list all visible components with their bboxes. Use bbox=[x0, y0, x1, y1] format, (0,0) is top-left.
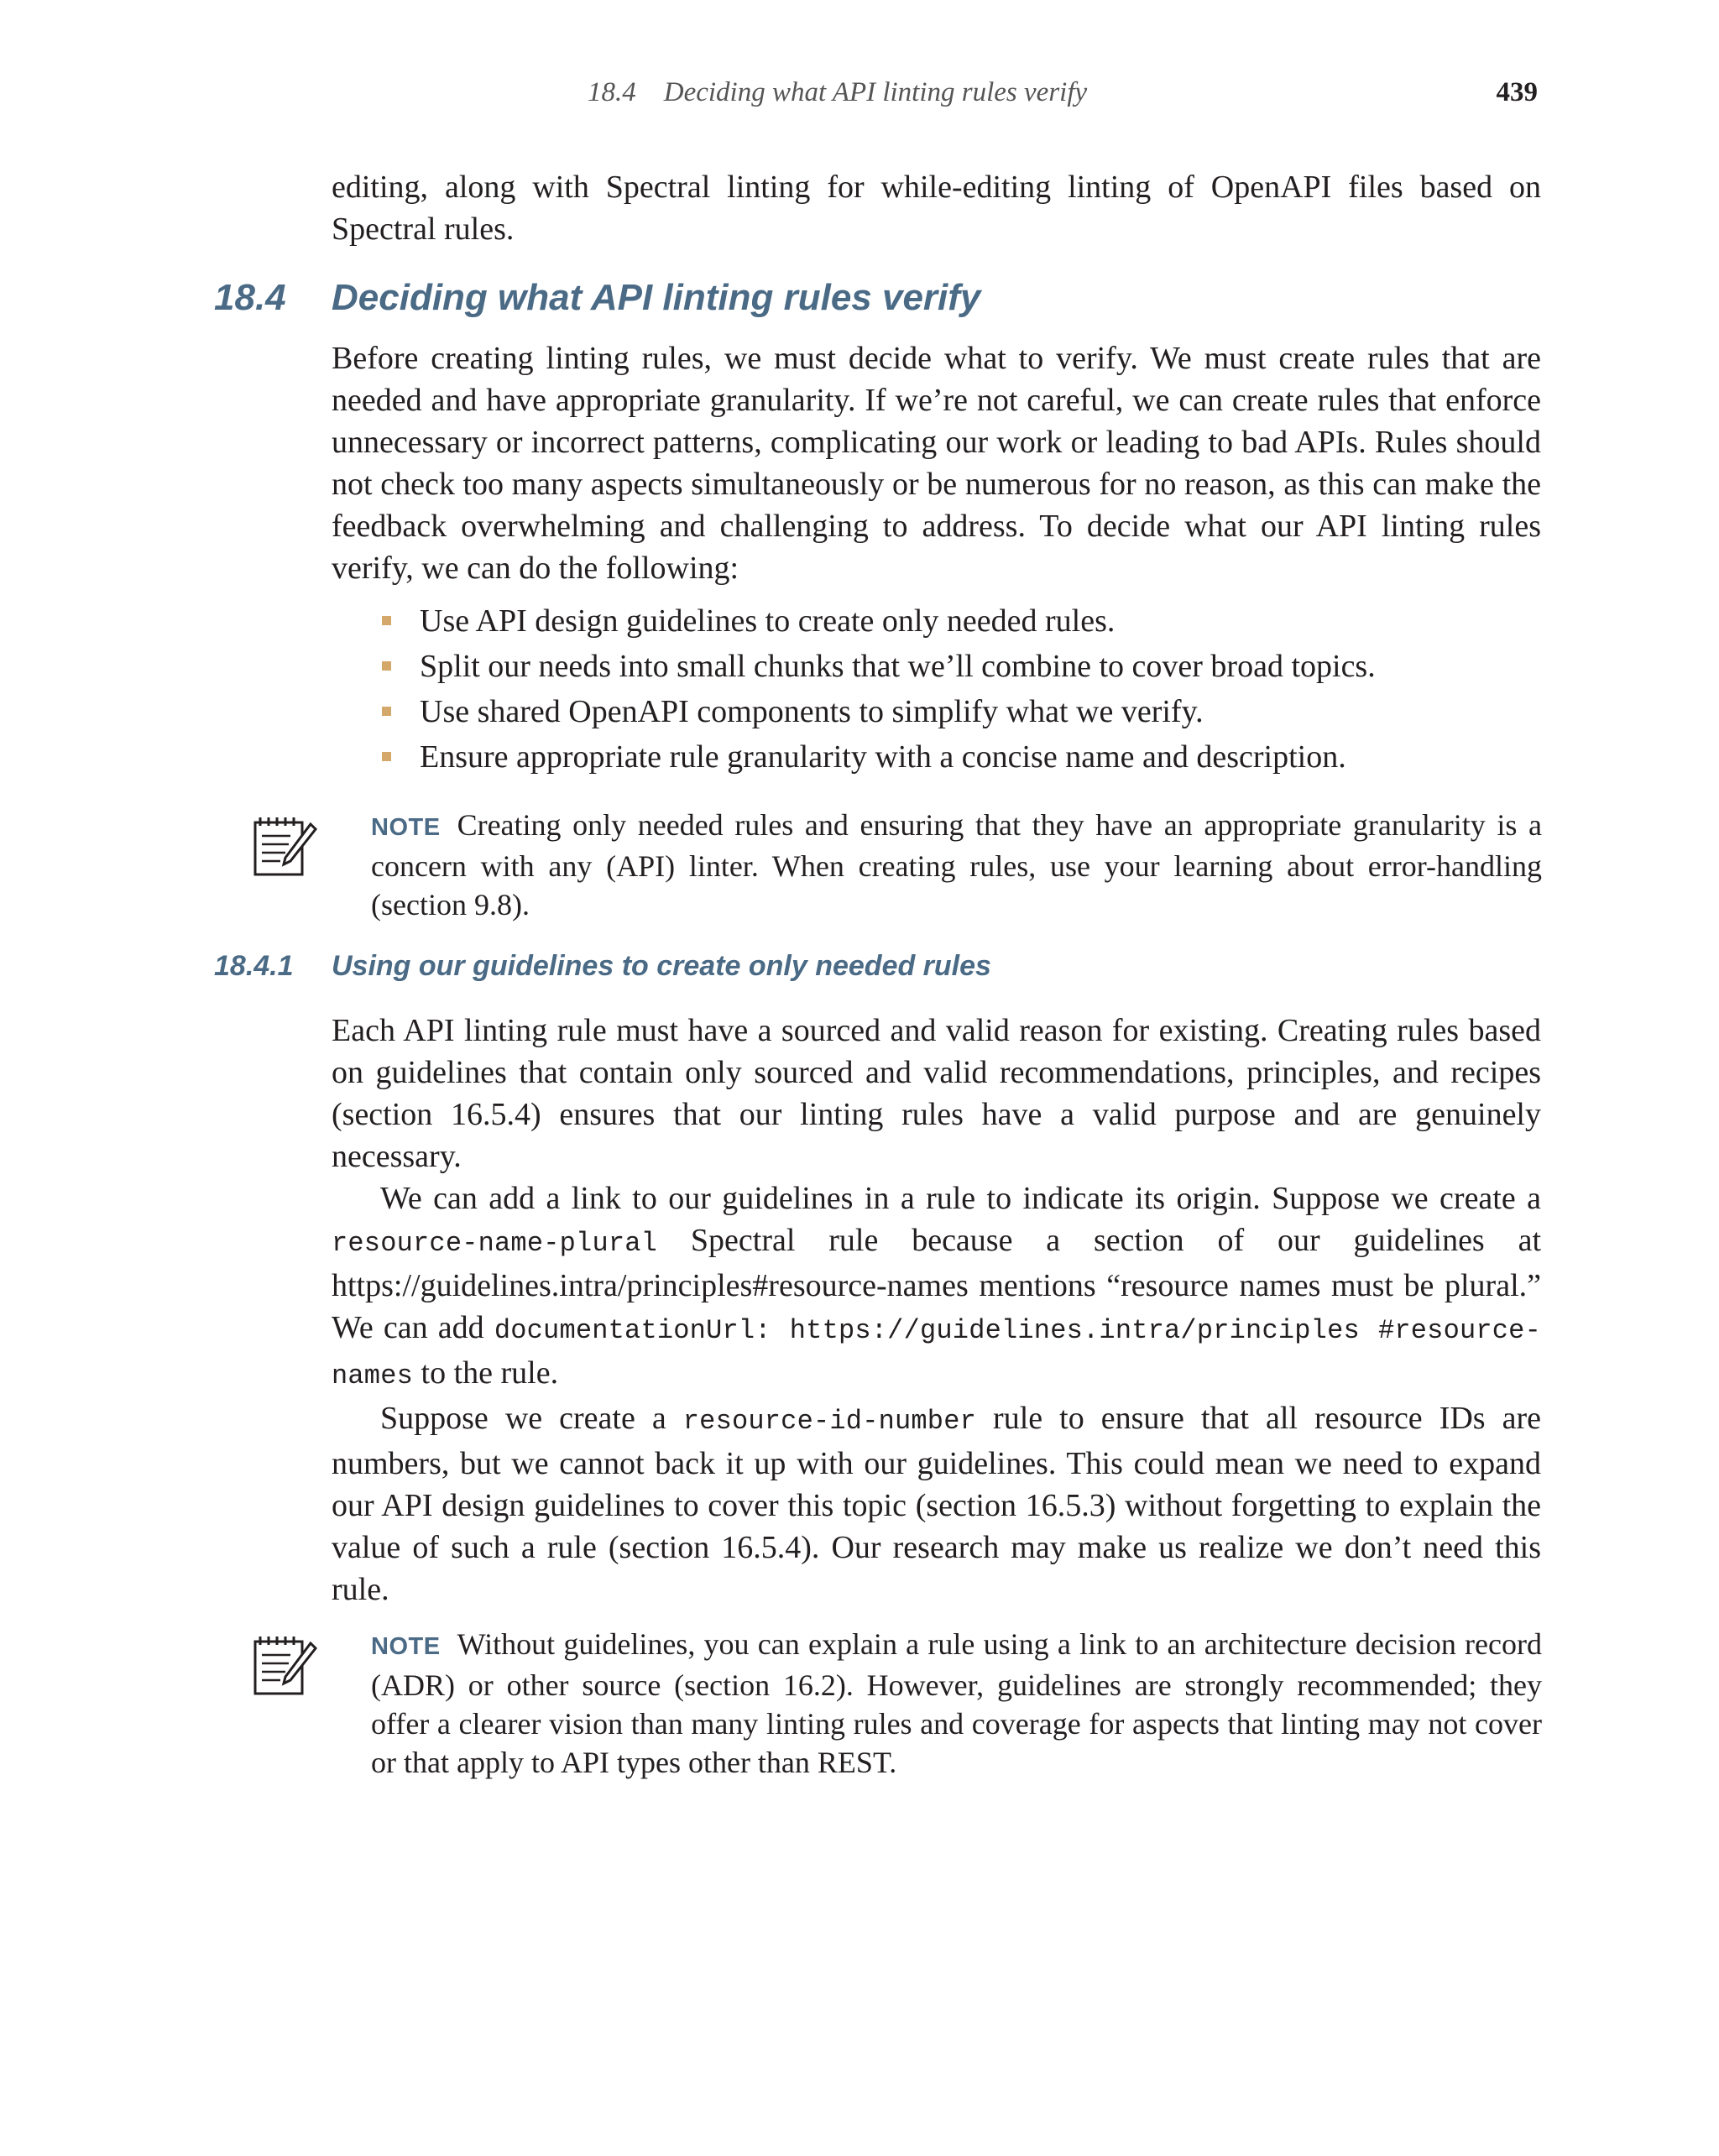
square-bullet-icon bbox=[382, 707, 391, 716]
note-label: NOTE bbox=[371, 1633, 441, 1660]
note-text bbox=[371, 1625, 1542, 1782]
section-paragraph-block bbox=[332, 337, 1541, 589]
section-number: 18.4 bbox=[214, 277, 286, 318]
section-heading bbox=[214, 277, 980, 319]
note-box-2 bbox=[252, 1625, 1544, 1826]
note-text bbox=[371, 806, 1542, 924]
subsection-paragraph-2: We can add a link to our guidelines in a rule to indicate its origin. Suppose we create a resource-name-plural Spectral rule because a section of our guidelines at https://guidelines.intra/principles#resource-names mentions “resource names must be plural.” We can add documentationUrl: https://guidelines.intra/principles #resource-names to the rule. bbox=[332, 1181, 1541, 1391]
notepad-pencil-icon bbox=[252, 812, 319, 880]
subsection-paragraph-1: Each API linting rule must have a sourced and valid reason for existing. Creating rules based on guidelines that contain only sourced and valid recommendations, principles, and recipes (section 16.5.4) ensures that our linting rules have a valid purpose and are genuinely necessary. bbox=[332, 1013, 1541, 1174]
section-title: Deciding what API linting rules verify bbox=[332, 277, 981, 318]
bullet-list bbox=[382, 598, 1541, 780]
subsection-heading bbox=[214, 950, 991, 983]
list-item: Use shared OpenAPI components to simplify what we verify. bbox=[382, 689, 1541, 734]
page-number: 439 bbox=[1496, 77, 1538, 107]
running-title: 18.4 Deciding what API linting rules verify bbox=[588, 77, 1088, 107]
list-item: Ensure appropriate rule granularity with a concise name and description. bbox=[382, 734, 1541, 780]
intro-paragraph-block bbox=[332, 166, 1541, 250]
subsection-body bbox=[332, 1010, 1541, 1610]
subsection-number: 18.4.1 bbox=[214, 950, 294, 982]
notepad-pencil-icon bbox=[252, 1631, 319, 1699]
list-item: Use API design guidelines to create only needed rules. bbox=[382, 598, 1541, 644]
inline-code: documentationUrl: https://guidelines.intra/principles #resource-names bbox=[332, 1315, 1541, 1391]
inline-code: resource-id-number bbox=[682, 1406, 977, 1437]
note-label: NOTE bbox=[371, 814, 441, 841]
square-bullet-icon bbox=[382, 661, 391, 671]
square-bullet-icon bbox=[382, 616, 391, 625]
square-bullet-icon bbox=[382, 752, 391, 761]
subsection-paragraph-3: Suppose we create a resource-id-number rule to ensure that all resource IDs are numbers, but we cannot back it up with our guidelines. This could mean we need to expand our API design guidelines to cover this topic (section 16.5.3) without forgetting to explain the value of such a rule (section 16.5.4). Our research may make us realize we don’t need this rule. bbox=[332, 1401, 1542, 1607]
section-paragraph: Before creating linting rules, we must decide what to verify. We must create rules that are needed and have appropriate granularity. If we’re not careful, we can create rules that enforce unnecessary or incorrect patterns, complicating our work or leading to bad APIs. Rules should not check too many aspects simultaneously or be numerous for no reason, as this can make the feedback overwhelming and challenging to address. To decide what our API linting rules verify, we can do the following: bbox=[332, 341, 1541, 586]
subsection-title: Using our guidelines to create only needed rules bbox=[332, 950, 991, 982]
inline-code: resource-name-plural bbox=[332, 1228, 658, 1259]
list-item: Split our needs into small chunks that we’ll combine to cover broad topics. bbox=[382, 644, 1541, 689]
note-body: Creating only needed rules and ensuring that they have an appropriate granularity is a concern with any (API) linter. When creating rules, use your learning about error-handling (section 9.8). bbox=[371, 808, 1542, 921]
intro-paragraph: editing, along with Spectral linting for while-editing linting of OpenAPI files based on Spectral rules. bbox=[332, 170, 1541, 247]
note-body: Without guidelines, you can explain a rule using a link to an architecture decision record (ADR) or other source (section 16.2). However, guidelines are strongly recommended; they offer a clearer vision than many linting rules and coverage for aspects that linting may not cover or that apply to API types other than REST. bbox=[371, 1627, 1542, 1779]
running-header bbox=[0, 77, 1719, 119]
note-box-1 bbox=[252, 806, 1544, 932]
